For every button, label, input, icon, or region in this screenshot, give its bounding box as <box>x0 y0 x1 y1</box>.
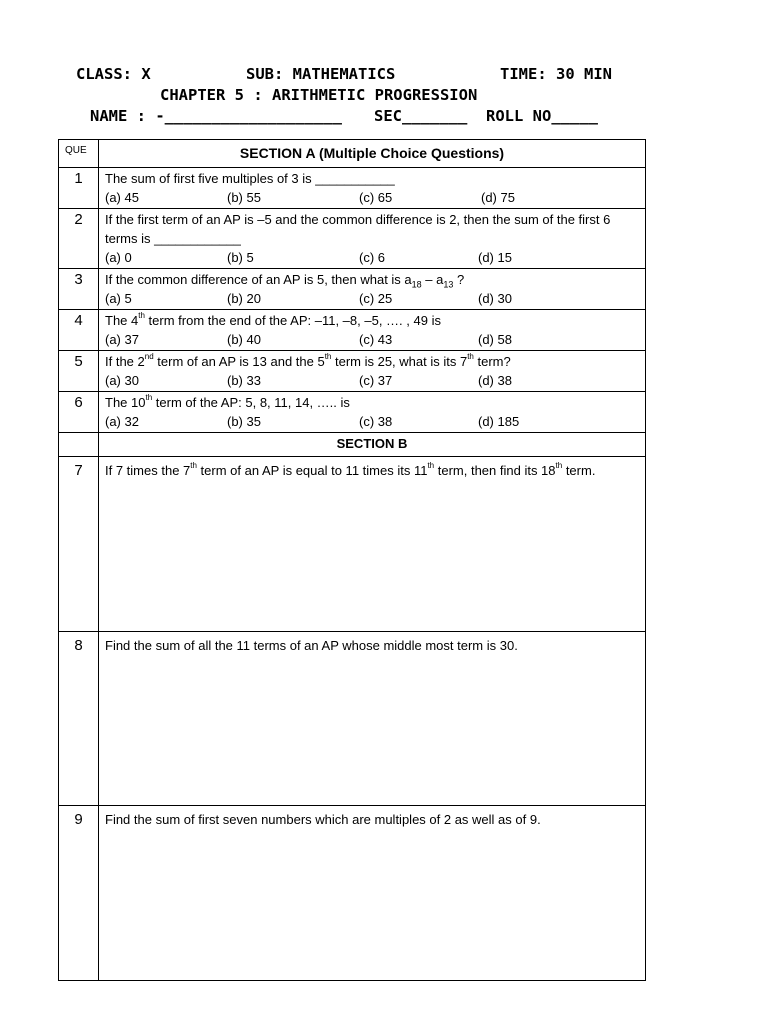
question-cell <box>99 351 646 392</box>
question-row <box>59 392 646 433</box>
worksheet-table <box>58 139 646 981</box>
question-row <box>59 351 646 392</box>
question-text: If the 2nd term of an AP is 13 and the 5th term is 25, what is its 7th term? <box>105 352 511 369</box>
question-number: 3 <box>59 269 99 310</box>
option-a: (a) 5 <box>105 291 132 306</box>
option-c: (c) 6 <box>359 250 385 265</box>
option-b: (b) 35 <box>227 414 261 429</box>
option-c: (c) 25 <box>359 291 393 306</box>
question-text: Find the sum of all the 11 terms of an AP whose middle most term is 30. <box>105 638 518 653</box>
time-label: TIME: 30 MIN <box>500 65 612 83</box>
question-cell <box>99 209 646 269</box>
option-a: (a) 30 <box>105 373 139 388</box>
answer-options <box>105 248 639 267</box>
que-column-header: QUE <box>59 140 99 168</box>
answer-options <box>105 188 639 207</box>
option-a: (a) 45 <box>105 190 139 205</box>
question-cell <box>99 457 646 632</box>
question-text: The 4th term from the end of the AP: –11, –8, –5, …. , 49 is <box>105 311 441 328</box>
question-row <box>59 632 646 806</box>
question-row <box>59 457 646 632</box>
option-d: (d) 38 <box>478 373 512 388</box>
option-a: (a) 37 <box>105 332 139 347</box>
question-cell <box>99 392 646 433</box>
section-b-header-row <box>59 433 646 457</box>
option-c: (c) 43 <box>359 332 393 347</box>
question-text: If 7 times the 7th term of an AP is equal to 11 times its 11th term, then find its 18th term. <box>105 461 596 478</box>
option-d: (d) 58 <box>478 332 512 347</box>
question-number: 4 <box>59 310 99 351</box>
section-a-header-row <box>59 140 646 168</box>
name-field: NAME : -___________________ <box>90 107 342 125</box>
question-text: The 10th term of the AP: 5, 8, 11, 14, ….. is <box>105 393 350 410</box>
option-b: (b) 5 <box>227 250 254 265</box>
option-b: (b) 33 <box>227 373 261 388</box>
question-row <box>59 168 646 209</box>
class-label: CLASS: X <box>76 65 151 83</box>
option-c: (c) 38 <box>359 414 393 429</box>
subject-label: SUB: MATHEMATICS <box>246 65 396 83</box>
option-c: (c) 65 <box>359 190 393 205</box>
question-cell <box>99 806 646 981</box>
question-number: 8 <box>59 632 99 806</box>
question-row <box>59 209 646 269</box>
question-number: 9 <box>59 806 99 981</box>
section-a-title: SECTION A (Multiple Choice Questions) <box>99 140 646 168</box>
question-number: 6 <box>59 392 99 433</box>
section-b-title: SECTION B <box>99 433 646 457</box>
option-d: (d) 30 <box>478 291 512 306</box>
question-text: Find the sum of first seven numbers which are multiples of 2 as well as of 9. <box>105 812 541 827</box>
option-c: (c) 37 <box>359 373 393 388</box>
section-b-number-cell <box>59 433 99 457</box>
sec-field: SEC_______ <box>374 107 468 125</box>
option-a: (a) 0 <box>105 250 132 265</box>
question-cell <box>99 310 646 351</box>
roll-number-field: ROLL NO_____ <box>486 107 598 125</box>
question-row <box>59 806 646 981</box>
option-d: (d) 15 <box>478 250 512 265</box>
option-a: (a) 32 <box>105 414 139 429</box>
option-d: (d) 75 <box>481 190 515 205</box>
question-cell <box>99 632 646 806</box>
answer-options <box>105 289 639 308</box>
question-text: The sum of first five multiples of 3 is ___________ <box>105 171 395 186</box>
question-text: If the common difference of an AP is 5, then what is $a_{18} - a_{13}$ ? <box>105 272 465 290</box>
option-d: (d) 185 <box>478 414 520 429</box>
question-number: 2 <box>59 209 99 269</box>
question-row <box>59 310 646 351</box>
question-number: 5 <box>59 351 99 392</box>
answer-options <box>105 371 639 390</box>
answer-options <box>105 330 639 349</box>
option-b: (b) 20 <box>227 291 261 306</box>
option-b: (b) 40 <box>227 332 261 347</box>
question-number: 1 <box>59 168 99 209</box>
answer-options <box>105 412 639 431</box>
question-text: If the first term of an AP is –5 and the common difference is 2, then the sum of the first 6 terms is ____________ <box>105 212 611 246</box>
option-b: (b) 55 <box>227 190 261 205</box>
question-cell <box>99 168 646 209</box>
chapter-title: CHAPTER 5 : ARITHMETIC PROGRESSION <box>160 86 478 104</box>
question-cell <box>99 269 646 310</box>
question-row <box>59 269 646 310</box>
question-number: 7 <box>59 457 99 632</box>
